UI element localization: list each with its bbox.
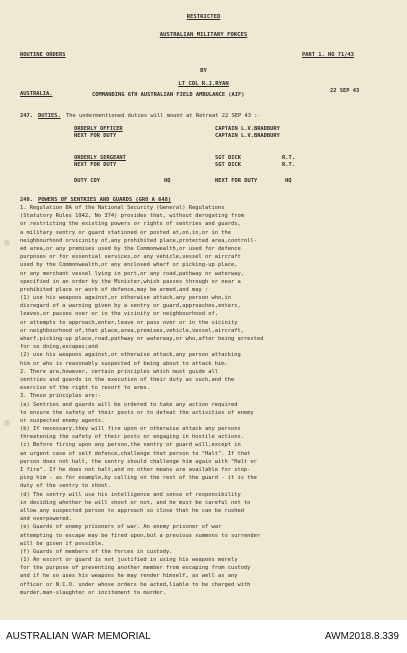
body-line: and if he so uses his weapons he may render himself, as well as any: [20, 573, 238, 580]
body-line: prohibited place or work of defence,may be armed,and may :: [20, 286, 209, 293]
body-line: ed area,or any premises used by the Commonwealth,or used for defence: [20, 245, 241, 252]
duty-person: CAPTAIN L.V.BRADBURY: [215, 133, 280, 139]
body-line: threatening the safety of their posts or engaging in hostile actions.: [20, 434, 244, 441]
force-heading: AUSTRALIAN MILITARY FORCES: [159, 32, 248, 38]
footer-reference: AWM2018.8.339: [324, 631, 399, 642]
body-line: or neighbourhood of,that place,area,premises,vehicle,vessel,aircraft,: [20, 327, 244, 334]
duty-next-label: NEXT FOR DUTY: [215, 178, 258, 184]
body-line: duty of the sentry to shoot.: [20, 483, 111, 490]
unit-title: COMMANDING 6TH AUSTRALIAN FIELD AMBULANCE (AIF): [92, 92, 245, 98]
body-line: sentries and guards in the execution of their duty as such,and the: [20, 376, 235, 383]
para-247-number: 247.: [20, 113, 33, 119]
body-line: (1) An escort or guard is not justified in using his weapons merely: [20, 557, 238, 564]
archive-footer: [0, 620, 407, 653]
body-line: (b) If necessary,they will fire upon or otherwise attack any persons: [20, 426, 241, 433]
body-line: (c) Before firing upon any person,the sentry or guard will,except in: [20, 442, 241, 449]
body-line: neighbourhood orvicinity of,any prohibited place,protected area,controll-: [20, 237, 257, 244]
duty-next-value: HQ: [285, 178, 292, 184]
body-line: leaves,or passes over or in the vicinity or neighbourhood of,: [20, 311, 218, 318]
body-line: 1. Regulation 8A of the National Security (General) Regulations: [20, 205, 225, 211]
body-line: 2. There are,however, certain principles which must guide all: [20, 368, 218, 375]
body-line: (2) use his weapons against,or otherwise attack,any person attacking: [20, 352, 241, 359]
body-line: (a) Sentries and guards will be ordered to take any action required: [20, 401, 238, 408]
body-line: and overpowered.: [20, 516, 72, 523]
body-line: (e) Guards of enemy prisoners of war. An enemy prisoner of war: [20, 524, 222, 531]
body-line: an urgent case of self defence,challenge that person to "Halt". If that: [20, 450, 251, 457]
duty-label: ORDERLY SERGEANT: [74, 155, 126, 161]
body-line: in deciding whether he will shoot or not, and he must be careful not to: [20, 499, 251, 506]
para-247-title: DUTIES.: [38, 113, 61, 119]
body-line: specified in an order by the Minister,which passes through or near a: [20, 278, 241, 285]
body-line: (d) The sentry will use his intelligence and sense of responsibility: [20, 491, 241, 498]
body-line: or attempts to approach,enter,leave or pass over or in the vicinity: [20, 319, 238, 326]
part-number: PART 1. NO 71/43: [302, 52, 354, 58]
duty-label: NEXT FOR DUTY: [74, 133, 117, 139]
body-line: wharf,picking-up place,road,pathway or waterway,or who,after being arrested: [20, 336, 264, 342]
duty-label: ORDERLY OFFICER: [74, 126, 123, 132]
body-line: (Statutory Rules 1942, No 374) provides that, without derogating from: [20, 213, 244, 220]
body-line: officer or N.C.O. under whose orders he acted,liable to be charged with: [20, 581, 251, 588]
para-248-number: 248.: [20, 197, 33, 203]
duty-initials: R.T.: [282, 162, 295, 168]
body-line: allow any suspected person to approach so close that he can be rushed: [20, 507, 244, 514]
body-line: to ensure the safety of their posts or to defeat the activities of enemy: [20, 409, 254, 416]
body-line: ping him - as for example,by calling on the rest of the guard - it is the: [20, 475, 257, 482]
body-line: used by the Commonwealth,or any enclosed wharf or picking-up place,: [20, 262, 238, 269]
location: AUSTRALIA.: [20, 91, 53, 97]
para-248-title: POWERS OF SENTRIES AND GUARDS (GRO A 648): [38, 197, 172, 203]
body-line: purposes or for essential services,or any vehicle,vessel or aircraft: [20, 254, 241, 261]
body-line: person does not halt, the sentry should challenge him again with "Halt or: [20, 458, 257, 465]
para-248-body: [20, 205, 390, 598]
body-line: or restricting the existing powers or rights of sentries and guards,: [20, 221, 241, 228]
classification-heading: RESTRICTED: [186, 14, 221, 20]
duty-initials: R.T.: [282, 155, 295, 161]
body-line: 3. These principles are:-: [20, 393, 102, 400]
body-line: a military sentry or guard stationed or posted at,on,in,or in the: [20, 229, 231, 236]
body-line: disregard of a warning given by a sentry or guard,approaches,enters,: [20, 303, 241, 310]
body-line: for so doing,escapes;and: [20, 344, 98, 351]
body-line: I fire". If he does not halt,and no other means are available for stop-: [20, 467, 251, 473]
by-label: BY: [200, 68, 207, 74]
punch-hole: [4, 420, 10, 426]
body-line: him or who is reasonably suspected of being about to attack him.: [20, 360, 228, 367]
footer-source: AUSTRALIAN WAR MEMORIAL: [6, 631, 151, 642]
body-line: or any merchant vessel lying in port,or any road,pathway or waterway,: [20, 270, 244, 277]
order-date: 22 SEP 43: [330, 88, 360, 94]
body-line: attempting to escape may be fired upon,but a previous summons to surrender: [20, 532, 261, 539]
duty-label: DUTY COY: [74, 178, 100, 184]
duty-person: CAPTAIN L.V.BRADBURY: [215, 126, 280, 132]
commander-name: LT COL R.J.RYAN: [178, 81, 229, 87]
body-line: or suspected enemy agents.: [20, 417, 105, 424]
duty-rank: SGT DICK: [215, 162, 241, 168]
routine-orders-label: ROUTINE ORDERS: [20, 52, 66, 58]
duty-rank: HQ: [164, 178, 171, 184]
body-line: (1) use his weapons against,or otherwise attack,any person who,in: [20, 295, 231, 302]
body-line: for the purpose of preventing another member from escaping from custody: [20, 565, 251, 572]
duty-label: NEXT FOR DUTY: [74, 162, 117, 168]
para-247-intro: The undermentioned duties will mount at Retreat 22 SEP 43 :-: [66, 113, 261, 119]
body-line: murder,man-slaughter or incitement to murder.: [20, 589, 167, 596]
body-line: will be given if possible.: [20, 540, 105, 547]
body-line: exercise of the right to resort to arms.: [20, 385, 150, 392]
punch-hole: [4, 240, 10, 246]
body-line: (f) Guards of members of the forces in custody.: [20, 548, 173, 555]
duty-rank: SGT DICK: [215, 155, 241, 161]
